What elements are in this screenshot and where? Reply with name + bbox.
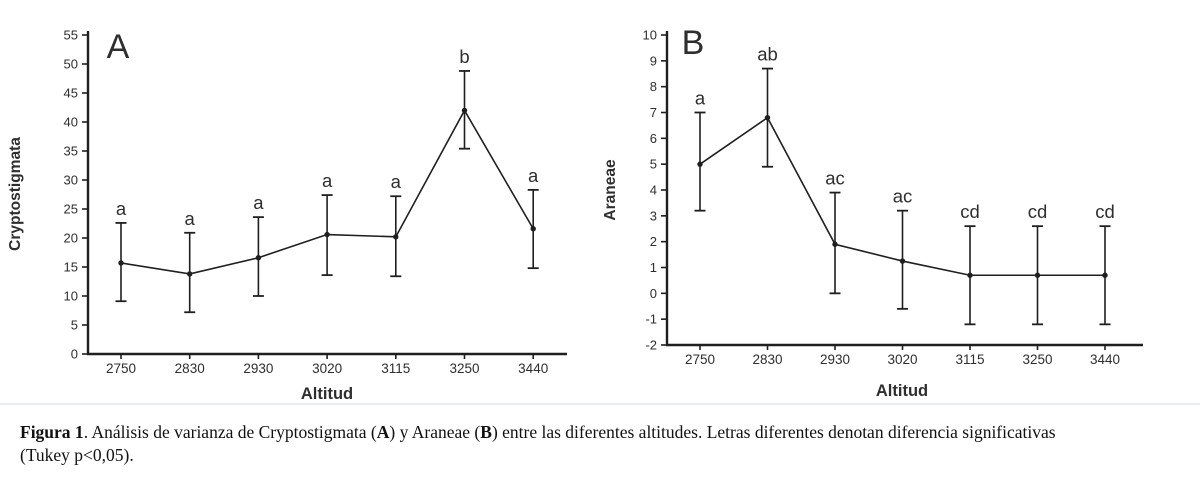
y-axis-title: Cryptostigmata [7,137,24,251]
sig-letter: b [459,45,470,67]
x-tick-label: 2750 [105,361,137,376]
x-tick-label: 3440 [1089,352,1121,367]
chart-panel-b [600,0,1200,410]
y-tick-label: 0 [70,346,78,362]
x-tick-label: 2750 [684,352,716,367]
y-tick-label: 4 [649,182,657,198]
x-tick-label: 3250 [449,361,480,376]
sig-letter: a [115,197,127,219]
figure-caption [20,421,1170,467]
y-tick-label: -1 [645,311,657,327]
sig-letter: a [390,171,401,193]
y-tick-label: 5 [70,317,78,333]
x-tick-label: 3250 [1022,352,1053,367]
y-tick-label: 8 [649,79,657,95]
x-tick-label: 3115 [381,361,411,376]
y-tick-label: 15 [63,259,78,275]
y-tick-label: 10 [63,288,78,304]
y-tick-label: 9 [649,53,657,69]
data-point [900,258,905,263]
caption-text-1: . Análisis de varianza de Cryptostigmata ( [83,422,377,442]
x-tick-label: 2830 [174,361,205,376]
data-point [118,260,123,265]
data-point [832,242,837,247]
y-tick-label: 2 [649,234,657,250]
caption-figure-label: Figura 1 [20,422,84,442]
data-point [765,115,770,120]
y-tick-label: 3 [649,208,657,224]
y-tick-label: 6 [649,130,657,146]
caption-panel-b-ref: B [480,422,492,442]
y-tick-label: 5 [649,156,657,172]
data-point [462,108,467,113]
y-axis-title: Araneae [602,159,619,221]
sig-letter: cd [960,201,980,223]
panel-letter: B [681,24,705,62]
data-point [393,234,398,239]
sig-letter: a [694,87,706,109]
y-tick-label: 10 [642,27,657,43]
y-tick-label: -2 [645,337,657,353]
y-tick-label: 55 [63,27,78,43]
y-tick-label: 50 [63,56,78,72]
sig-letter: a [253,192,264,214]
panel-letter: A [106,28,130,66]
caption-text-4: (Tukey p<0,05). [20,445,134,466]
sig-letter: a [528,164,539,186]
x-tick-label: 3115 [955,352,985,367]
x-tick-label: 3020 [312,361,343,376]
y-tick-label: 20 [63,230,78,246]
sig-letter: a [321,170,333,192]
sig-letter: a [184,207,195,229]
x-axis-title: Altitud [300,385,354,403]
sig-letter: cd [1027,201,1048,223]
data-point [531,226,536,231]
data-point [967,273,972,278]
sig-letter: ac [825,167,845,189]
sig-letter: ab [757,43,778,65]
scan-artifact-line [0,403,1200,405]
y-tick-label: 1 [649,260,657,275]
data-point [324,232,329,237]
y-tick-label: 0 [649,285,657,301]
x-axis-title: Altitud [875,382,929,400]
x-tick-label: 3440 [518,361,549,376]
data-point [697,161,702,166]
sig-letter: cd [1095,201,1115,223]
y-tick-label: 30 [63,172,78,188]
caption-text-2: ) y Araneae ( [389,422,481,442]
x-tick-label: 2930 [819,352,851,367]
y-tick-label: 45 [63,85,78,101]
x-tick-label: 2930 [243,361,274,376]
caption-text-3: ) entre las diferentes altitudes. Letras diferentes denotan diferencia significativas [491,422,1056,442]
caption-panel-a-ref: A [376,422,390,442]
data-point [1102,273,1107,278]
y-tick-label: 40 [63,114,78,130]
chart-panel-a [0,0,600,410]
x-tick-label: 2830 [752,352,783,367]
y-tick-label: 25 [63,201,78,217]
sig-letter: ac [892,185,913,207]
y-tick-label: 35 [63,143,78,159]
y-tick-label: 7 [649,105,657,120]
data-point [256,255,261,260]
data-point [1035,273,1040,278]
x-tick-label: 3020 [887,352,918,367]
data-point [187,271,192,276]
